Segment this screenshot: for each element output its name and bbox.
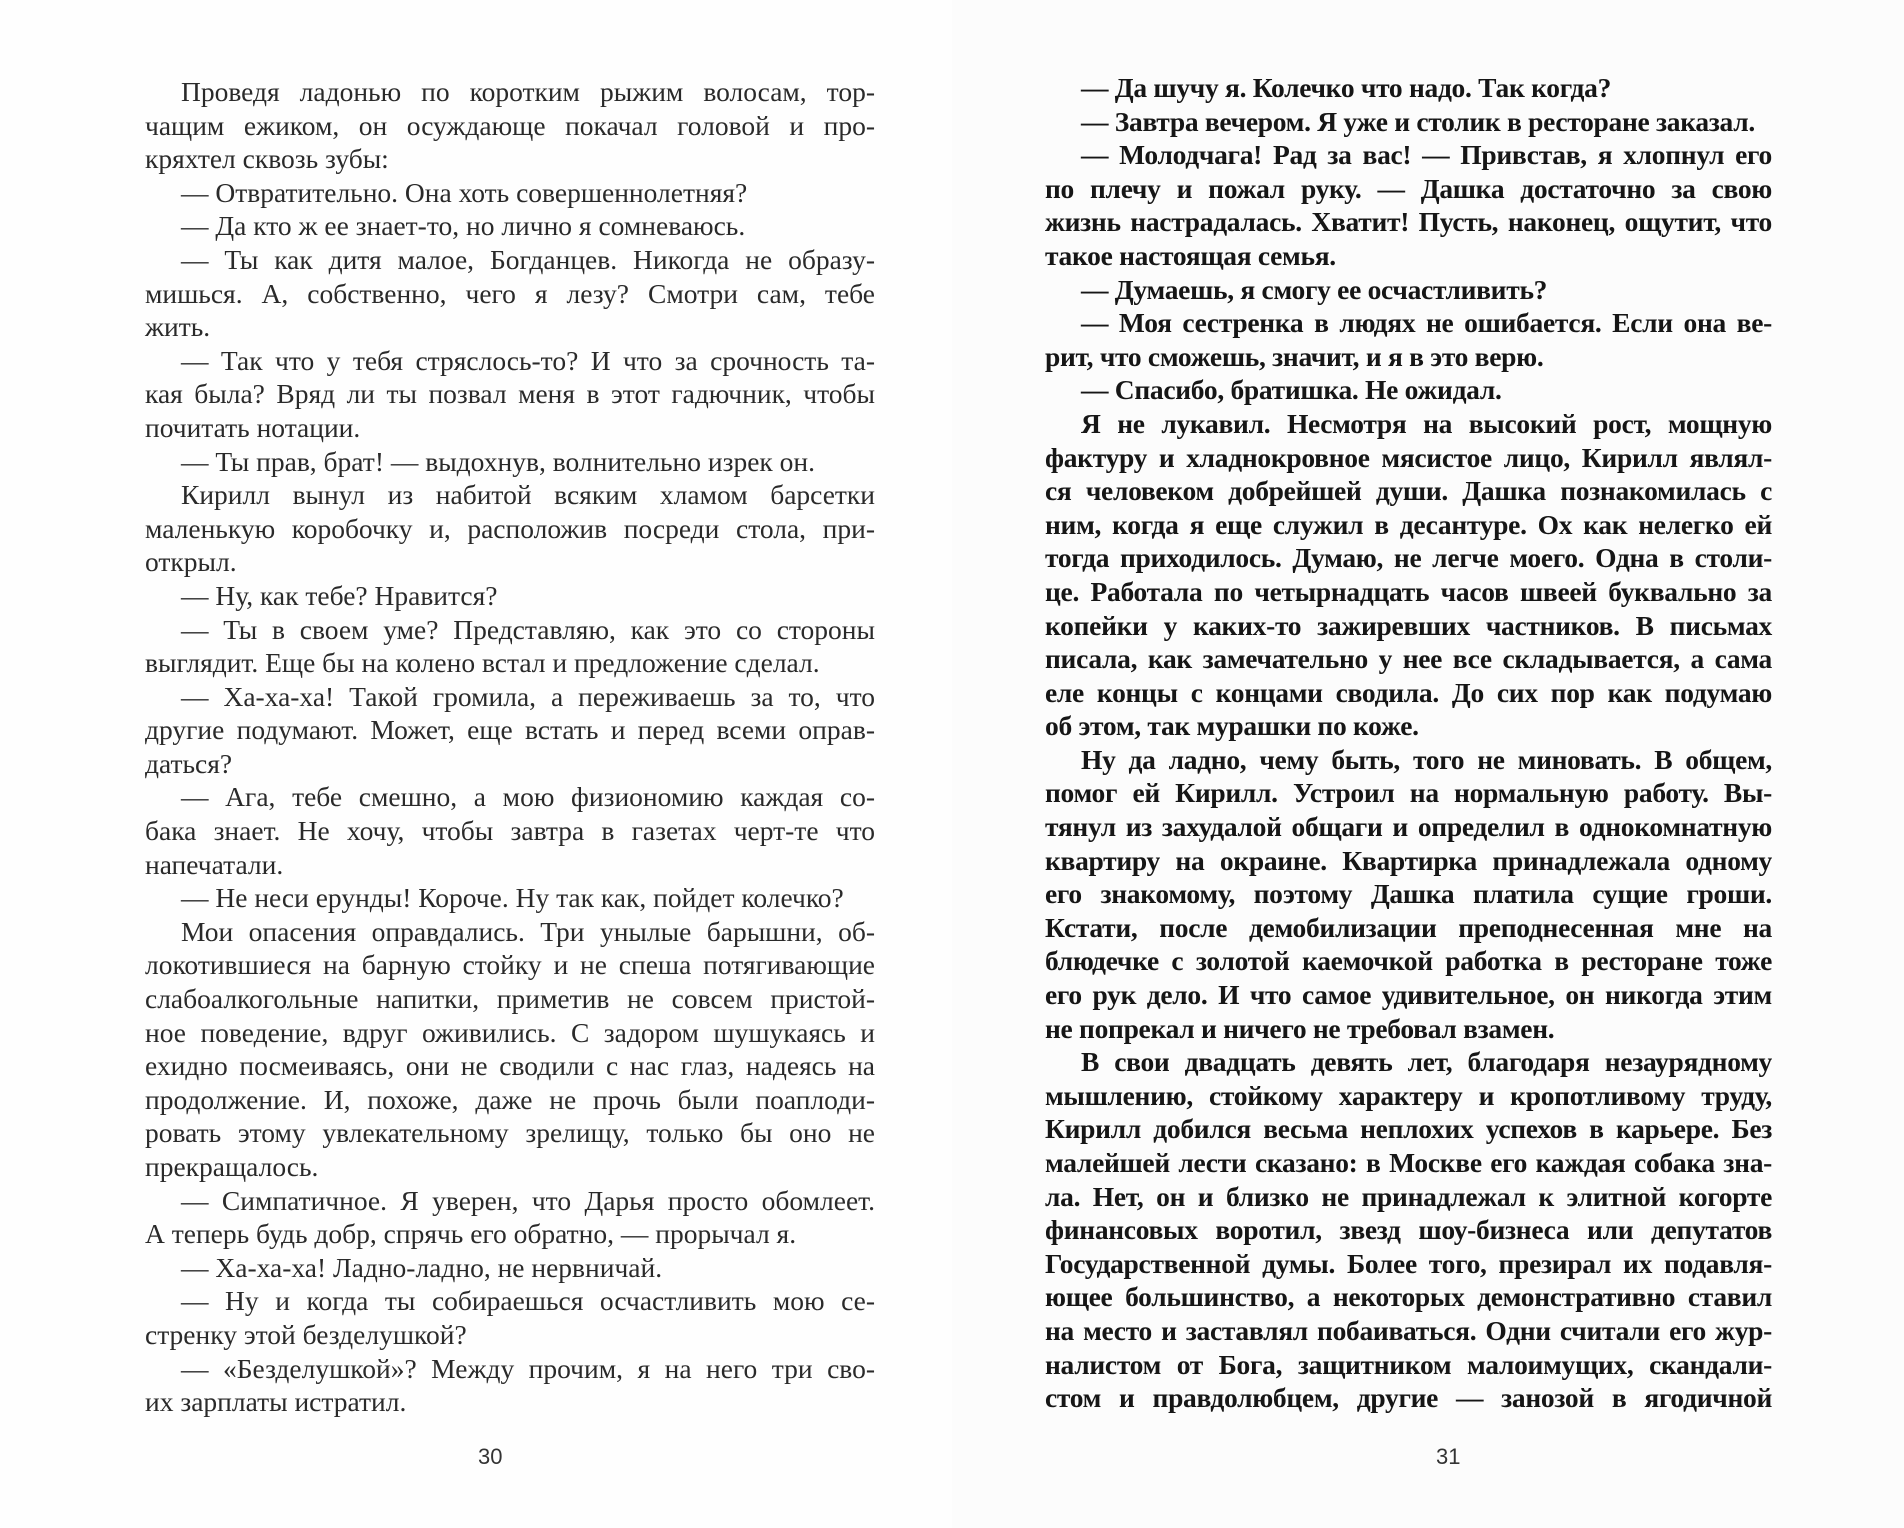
text-line: — Да шучу я. Колечко что надо. Так когда? [1081,72,1612,103]
text-line: блюдечке с золотой каемочкой работка в ресторане тоже [1045,945,1772,977]
text-line: его знакомому, поэтому Дашка платила сущие гроши. [1045,878,1772,910]
paragraph [1045,138,1772,272]
paragraph [145,881,875,915]
paragraph [145,1284,875,1351]
text-line: еле концы с концами сводила. До сих пор как подумаю [1045,676,1772,708]
text-line: — Завтра вечером. Я уже и столик в ресторане заказал. [1081,105,1755,137]
text-line: копейки у каких-то зажиревших частников. В письмах [1045,609,1772,641]
text-line: даться? [145,747,233,779]
paragraph [145,176,875,210]
page-number: 30 [478,1444,503,1469]
text-line: це. Работала по четырнадцать часов швеей буквально за [1045,575,1772,607]
text-line: — Так что у тебя стряслось-то? И что за срочность та- [181,344,875,376]
text-line: локотившиеся на барную стойку и не спеша потягивающие [145,949,875,981]
paragraph [145,1184,875,1251]
paragraph [1045,105,1772,139]
text-line: мышлению, стойкому характеру и кропотливому труду, [1045,1079,1772,1111]
text-line: ла. Нет, он и близко не принадлежал к элитной когорте [1045,1180,1772,1212]
text-line: финансовых воротил, звезд шоу-бизнеса или депутатов [1045,1214,1772,1246]
text-line: Мои опасения оправдались. Три унылые барышни, об- [181,915,875,947]
text-line: В свои двадцать девять лет, благодаря незаурядному [1081,1046,1772,1078]
text-line: ровать этому увлекательному зрелищу, только бы оно не [145,1117,875,1149]
paragraph [145,478,875,579]
text-line: — «Безделушкой»? Между прочим, я на него три сво- [181,1352,875,1384]
paragraph [1045,71,1772,105]
text-line: помог ей Кирилл. Устроил на нормальную работу. Вы- [1045,777,1772,809]
text-line: Кирилл вынул из набитой всяким хламом барсетки [181,479,875,511]
text-line: кряхтел сквозь зубы: [145,143,389,175]
text-line: ним, когда я еще служил в десантуре. Ох как нелегко ей [1045,508,1772,540]
text-line: ся человеком добрейшей души. Дашка познакомилась с [1045,475,1772,507]
text-line: тянул из захудалой общаги и определил в однокомнатную [1045,811,1772,843]
text-line: ющее большинство, а некоторых демонстративно ставил [1045,1281,1772,1313]
text-line: — Ага, тебе смешно, а мою физиономию каждая со- [181,781,875,813]
text-line: на место и заставлял побаиваться. Одни считали его жур- [1045,1314,1772,1346]
text-line: — Думаешь, я смогу ее осчастливить? [1081,273,1548,305]
paragraph [145,75,875,176]
text-line: — Ну, как тебе? Нравится? [181,579,498,611]
text-line: их зарплаты истратил. [145,1386,407,1418]
text-line: писала, как замечательно у нее все складывается, а сама [1045,643,1772,675]
text-line: — Не неси ерунды! Короче. Ну так как, пойдет колечко? [181,882,844,914]
page-text [1045,71,1772,1415]
paragraph [1045,1045,1772,1415]
paragraph [1045,273,1772,307]
text-line: другие подумают. Может, еще встать и перед всеми оправ- [145,714,875,746]
text-line: — Ты как дитя малое, Богданцев. Никогда не образу- [181,243,875,275]
text-line: мишься. А, собственно, чего я лезу? Смотри сам, тебе [145,277,875,309]
text-line: фактуру и хладнокровное мясистое лицо, Кирилл являл- [1045,441,1772,473]
text-line: — Ты прав, брат! — выдохнув, волнительно изрек он. [181,445,815,477]
text-line: об этом, так мурашки по коже. [1045,710,1419,742]
text-line: — Молодчага! Рад за вас! — Привстав, я хлопнул его [1081,139,1772,171]
text-line: слабоалкогольные напитки, приметив не совсем пристой- [145,983,875,1015]
text-line: — Ха-ха-ха! Такой громила, а переживаешь за то, что [181,680,875,712]
page-number: 31 [1436,1444,1461,1469]
text-line: бака знает. Не хочу, чтобы завтра в газетах черт-те что [145,815,875,847]
paragraph [145,780,875,881]
text-line: Ну да ладно, чему быть, того не миновать. В общем, [1081,743,1772,775]
paragraph [145,680,875,781]
text-line: кая была? Вряд ли ты позвал меня в этот гадючник, чтобы [145,378,875,410]
paragraph [1045,306,1772,373]
paragraph [145,243,875,344]
text-line: не попрекал и ничего не требовал взамен. [1045,1012,1555,1044]
paragraph [145,445,875,479]
text-line: стренку этой безделушкой? [145,1318,467,1350]
paragraph [145,209,875,243]
text-line: продолжение. И, похоже, даже не прочь были поаплоди- [145,1083,875,1115]
paragraph [145,579,875,613]
paragraph [145,1352,875,1419]
text-line: А теперь будь добр, спрячь его обратно, — прорычал я. [145,1218,797,1250]
paragraph [145,344,875,445]
book-page-right [952,0,1904,1528]
text-line: — Моя сестренка в людях не ошибается. Если она ве- [1081,307,1772,339]
text-line: его рук дело. И что самое удивительное, он никогда этим [1045,979,1772,1011]
paragraph [145,1251,875,1285]
text-line: напечатали. [145,848,284,880]
text-line: — Ха-ха-ха! Ладно-ладно, не нервничай. [181,1251,663,1283]
paragraph [145,613,875,680]
text-line: по плечу и пожал руку. — Дашка достаточно за свою [1045,172,1772,204]
text-line: чащим ежиком, он осуждающе покачал головой и про- [145,109,875,141]
text-line: жизнь настрадалась. Хватит! Пусть, наконец, ощутит, что [1045,206,1772,238]
text-line: прекращалось. [145,1151,319,1182]
text-line: малейшей лести сказано: в Москве его каждая собака зна- [1045,1147,1772,1178]
page-text [145,75,875,1419]
text-line: стом и правдолюбцем, другие — занозой в ягодичной [1045,1382,1772,1414]
text-line: Кирилл добился весьма неплохих успехов в карьере. Без [1045,1113,1772,1145]
paragraph [145,915,875,1184]
text-line: такое настоящая семья. [1045,239,1336,271]
paragraph [1045,407,1772,743]
text-line: налистом от Бога, защитником малоимущих, скандали- [1045,1348,1772,1380]
text-line: маленькую коробочку и, расположив посреди стола, при- [145,512,875,544]
text-line: — Отвратительно. Она хоть совершеннолетняя? [181,176,748,208]
text-line: — Спасибо, братишка. Не ожидал. [1081,374,1502,406]
text-line: тогда приходилось. Думаю, не легче моего. Одна в столи- [1045,542,1772,574]
text-line: рит, что сможешь, значит, и я в это верю. [1045,340,1544,372]
text-line: Государственной думы. Более того, презирал их подавля- [1045,1247,1772,1279]
paragraph [1045,743,1772,1045]
text-line: — Симпатичное. Я уверен, что Дарья просто обомлеет. [181,1184,875,1216]
text-line: — Да кто ж ее знает-то, но лично я сомневаюсь. [181,210,746,242]
text-line: — Ты в своем уме? Представляю, как это со стороны [181,613,875,645]
text-line: — Ну и когда ты собираешься осчастливить мою се- [181,1285,875,1317]
text-line: почитать нотации. [145,411,361,443]
text-line: Проведя ладонью по коротким рыжим волосам, тор- [181,76,875,107]
paragraph [1045,373,1772,407]
text-line: Кстати, после демобилизации преподнесенная мне на [1045,911,1772,943]
text-line: квартиру на окраине. Квартирка принадлежала одному [1045,844,1772,876]
text-line: ехидно посмеиваясь, они не сводили с нас глаз, надеясь на [145,1050,875,1082]
text-line: открыл. [145,546,237,578]
text-line: выглядит. Еще бы на колено встал и предложение сделал. [145,647,820,679]
text-line: Я не лукавил. Несмотря на высокий рост, мощную [1081,407,1772,439]
text-line: ное поведение, вдруг оживились. С задором шушукаясь и [145,1016,875,1048]
text-line: жить. [145,311,211,343]
